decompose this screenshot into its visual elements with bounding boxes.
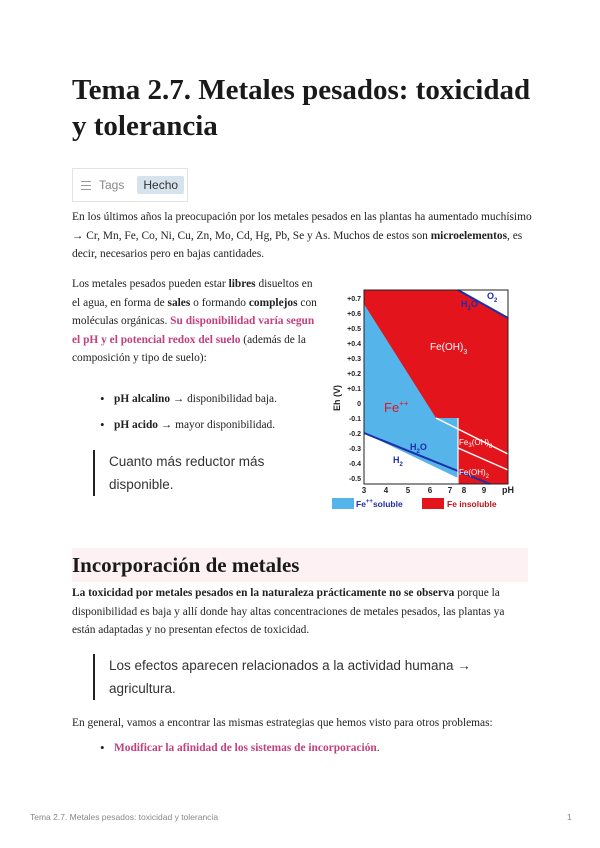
region-label-fe3oh8: $Fe_3(OH)_8$ <box>459 438 493 450</box>
list-item <box>100 416 330 434</box>
blockquote <box>93 654 499 700</box>
quote-text: Los efectos aparecen relacionados a la actividad humana → agricultura. <box>109 658 471 696</box>
footer-title: Tema 2.7. Metales pesados: toxicidad y tolerancia <box>30 812 219 822</box>
bold-text: sales <box>167 296 191 309</box>
label-h2o-top: $H_2O$ <box>461 299 478 312</box>
availability-paragraph <box>72 275 322 368</box>
legend-label-insoluble: Fe insoluble <box>447 499 497 509</box>
tags-property[interactable] <box>72 168 188 202</box>
highlight-text: Su disponibilidad varía segun el pH y el potencial redox del suelo <box>72 315 315 346</box>
y-tick: 0 <box>357 401 361 408</box>
text: Los metales pesados pueden estar <box>72 278 229 290</box>
tags-label: Tags <box>99 178 125 192</box>
x-tick: 8 <box>461 486 467 495</box>
y-tick: -0.2 <box>348 431 361 438</box>
toxicity-paragraph <box>72 584 530 640</box>
intro-text: En los últimos años la preocupación por los metales pesados en las plantas ha aumentado muchísimo → Cr, Mn, Fe, Co, Ni, Cu, Zn, Mo, Cd, Hg, Pb, Se y As. Muchos de estos son <box>72 211 532 242</box>
diagram-svg <box>330 288 515 516</box>
x-tick: 9 <box>481 486 487 495</box>
text: con moléculas orgánicas. <box>72 296 317 327</box>
label-h2: $H_2$ <box>393 455 403 468</box>
bullet-text: → mayor disponibilidad. <box>158 419 276 431</box>
page-title: Tema 2.7. Metales pesados: toxicidad y tolerancia <box>72 74 531 142</box>
label-h2o-bottom: $H_2O$ <box>410 442 427 455</box>
blockquote <box>93 450 299 496</box>
list-item <box>100 739 500 757</box>
bullet-text: → disponibilidad baja. <box>170 393 277 405</box>
x-tick: 4 <box>383 486 389 495</box>
region-label-feoh2: $Fe(OH)_2$ <box>459 468 490 480</box>
y-tick: +0.1 <box>347 386 361 393</box>
strategy-list <box>100 739 500 757</box>
intro-paragraph <box>72 208 534 264</box>
y-tick: +0.2 <box>347 371 361 378</box>
intro-text-end: , es decir, necesarios pero en bajas cantidades. <box>72 229 523 260</box>
pourbaix-diagram <box>330 288 515 521</box>
text: (además de la composición y tipo de suelo): <box>72 333 306 364</box>
tag-badge[interactable]: Hecho <box>137 176 184 194</box>
x-tick: 7 <box>447 486 453 495</box>
text: . <box>376 742 380 754</box>
x-tick-labels <box>362 486 487 495</box>
text: porque la disponibilidad es baja y allí donde hay altas concentraciones de metales pesados, las plantas ya están adaptadas y no presentan efectos de toxicidad. <box>72 587 505 636</box>
x-tick: 3 <box>361 486 367 495</box>
legend-label-soluble: Fe++soluble <box>356 499 403 509</box>
x-tick: 6 <box>427 486 433 495</box>
region-label-fe-pp: Fe++ <box>384 399 409 415</box>
bullet-bold: pH alcalino <box>114 393 171 405</box>
highlight-text: Modificar la afinidad de los sistemas de incorporación <box>114 742 377 754</box>
x-tick: 5 <box>405 486 411 495</box>
bold-text: complejos <box>248 296 298 309</box>
bullet-bold: pH acido <box>114 419 158 431</box>
y-axis-label: Eh (V) <box>332 385 342 411</box>
y-tick: +0.6 <box>347 311 361 318</box>
legend-swatch-soluble <box>332 498 354 509</box>
list-icon <box>81 181 91 190</box>
x-axis-label: pH <box>502 485 514 495</box>
legend-swatch-insoluble <box>422 498 444 509</box>
y-tick: -0.1 <box>348 416 361 423</box>
y-tick: +0.3 <box>347 356 361 363</box>
ph-bullet-list <box>100 390 330 434</box>
page-number: 1 <box>567 812 572 822</box>
y-tick: +0.7 <box>347 296 361 303</box>
section-heading: Incorporación de metales <box>72 548 528 582</box>
label-o2: $O_2$ <box>487 291 498 304</box>
quote-text: Cuanto más reductor más disponible. <box>109 454 265 492</box>
y-tick-labels <box>347 296 361 483</box>
strategies-paragraph: En general, vamos a encontrar las mismas estrategias que hemos visto para otros problemas: <box>72 717 493 729</box>
region-label-feoh3: $Fe(OH)_3$ <box>430 342 468 356</box>
y-tick: -0.4 <box>348 461 361 468</box>
y-tick: +0.4 <box>347 341 361 348</box>
intro-bold: microelementos <box>430 229 508 242</box>
text: o formando <box>190 296 249 309</box>
text: disueltos en el agua, en forma de <box>72 278 313 309</box>
y-tick: -0.3 <box>348 446 361 453</box>
bold-text: libres <box>228 278 256 290</box>
y-tick: +0.5 <box>347 326 361 333</box>
bold-text: La toxicidad por metales pesados en la naturaleza prácticamente no se observa <box>72 587 455 599</box>
list-item <box>100 390 330 408</box>
y-tick: -0.5 <box>348 476 361 483</box>
